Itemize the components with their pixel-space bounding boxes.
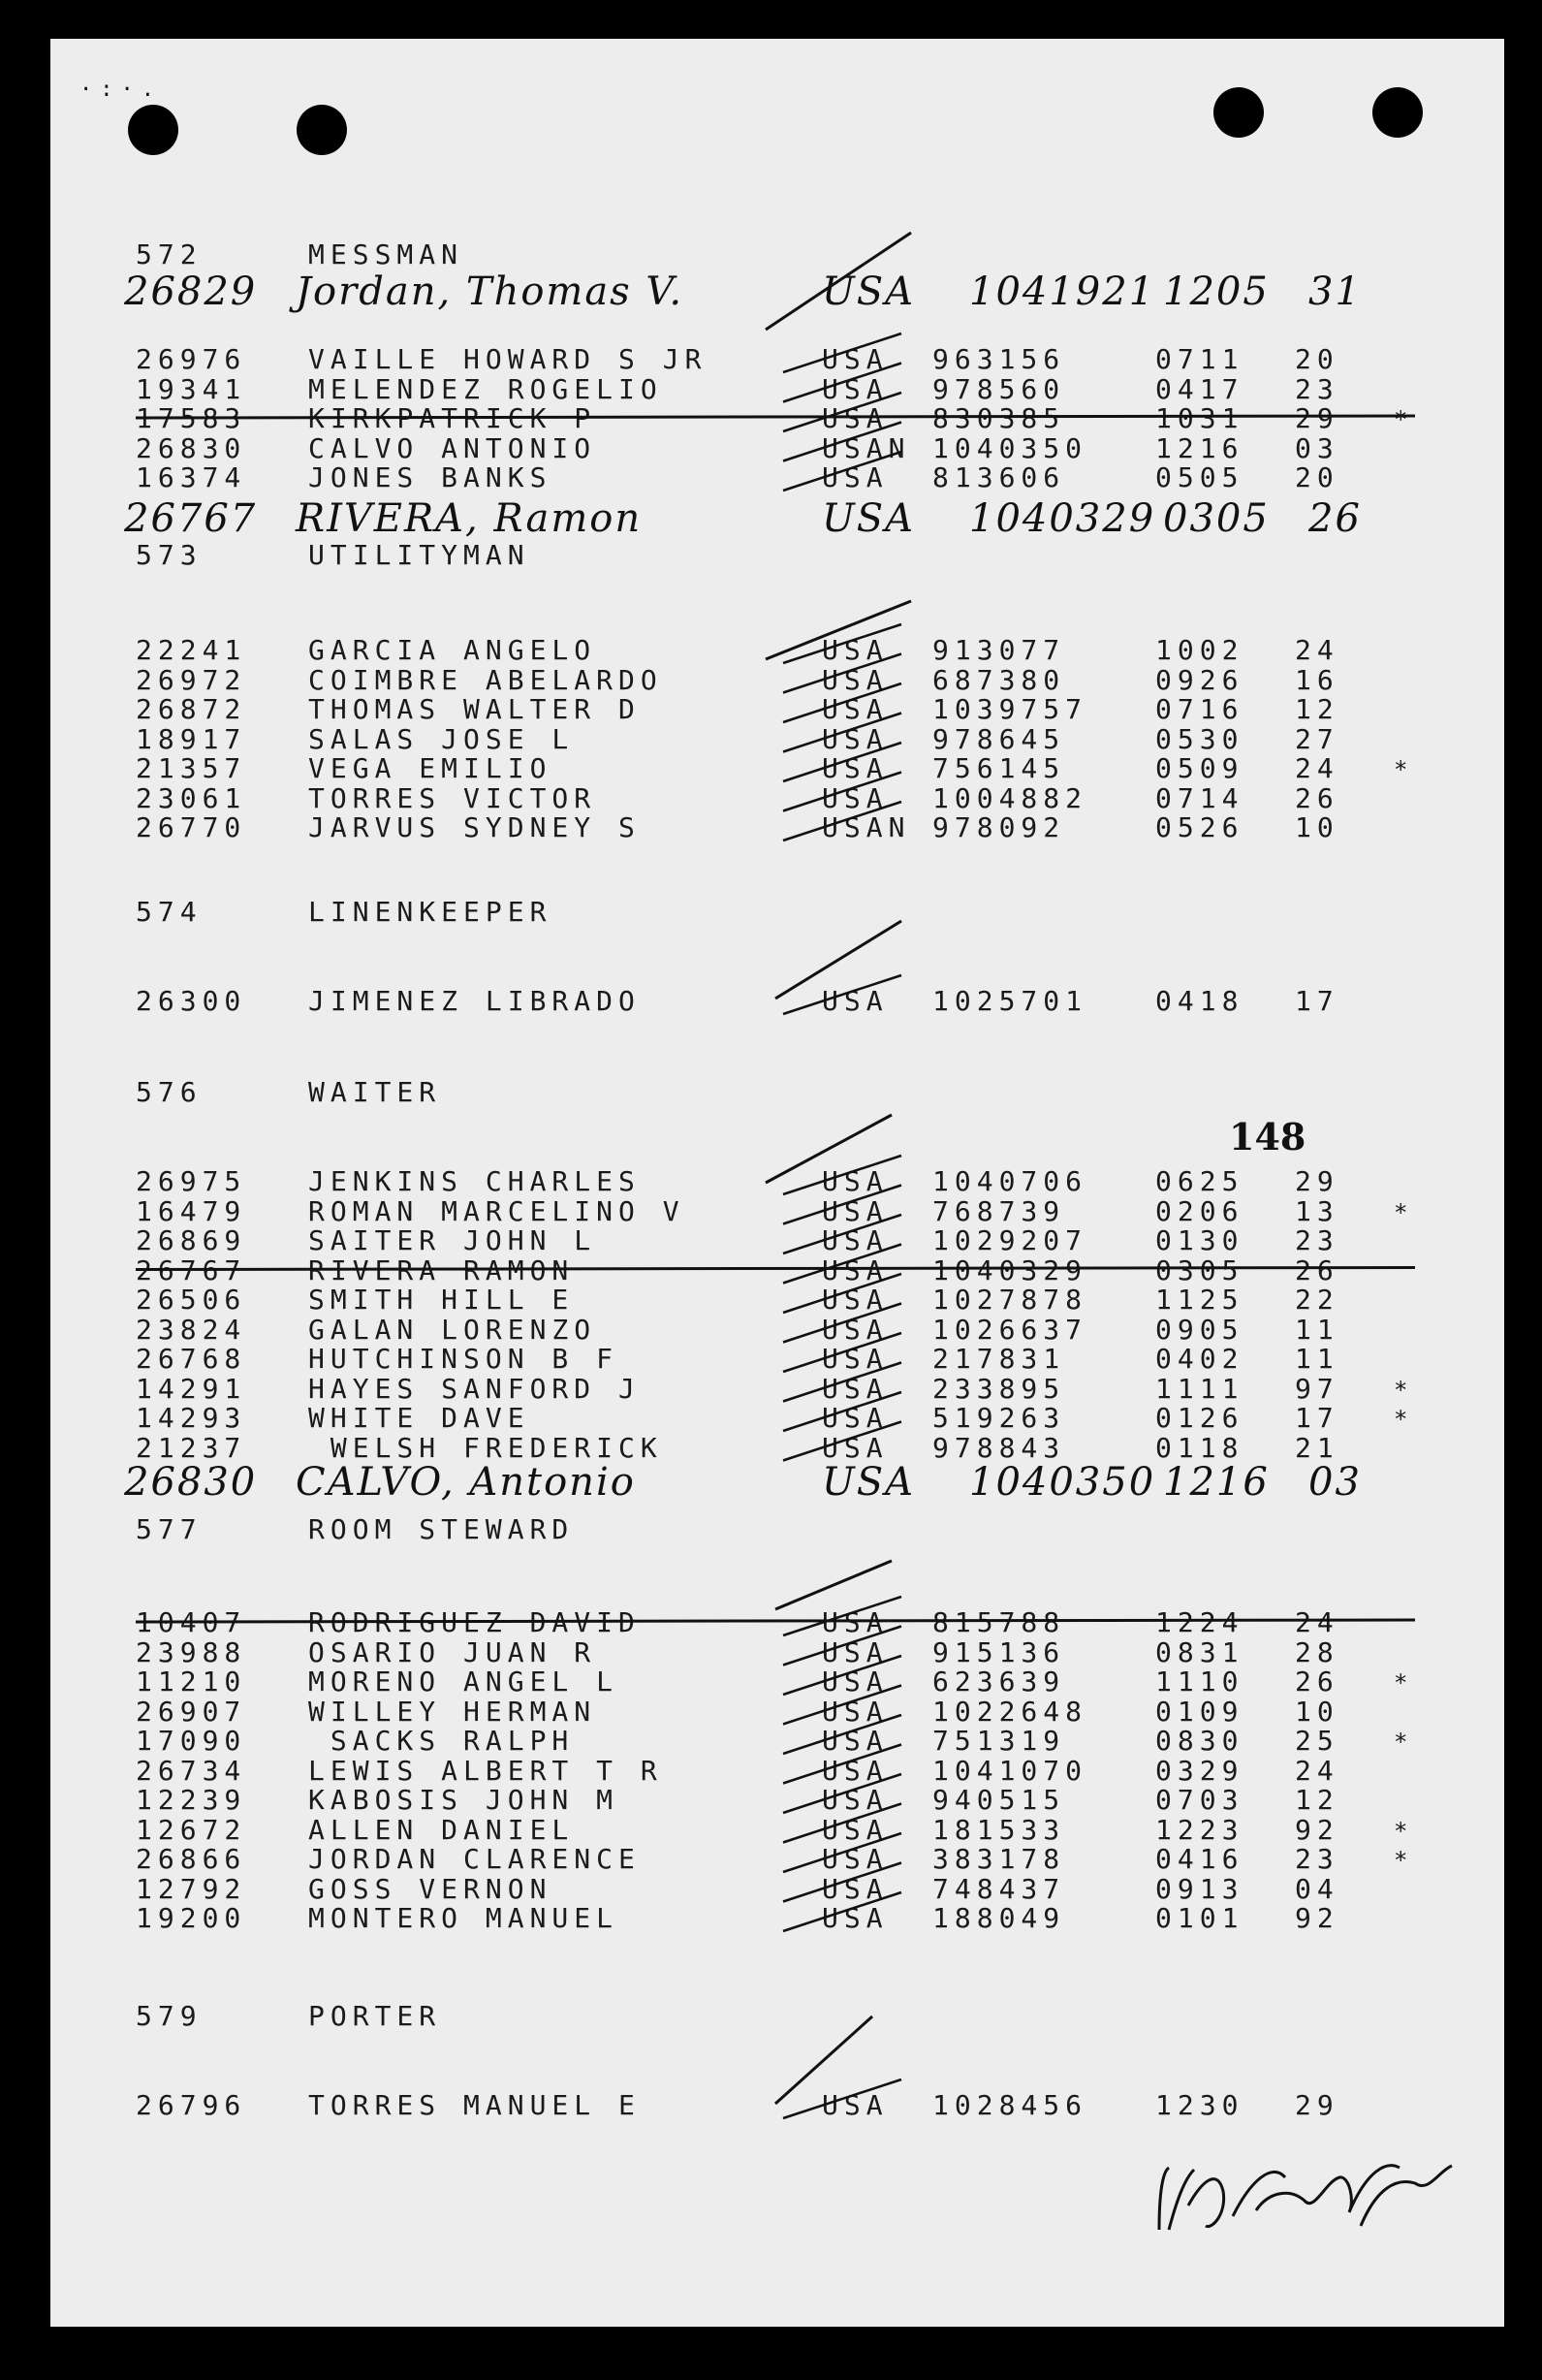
age-value: 27 [1295,722,1339,755]
crew-name: WILLEY HERMAN [308,1695,597,1728]
crew-id: 12239 [136,1784,247,1816]
age-value: 24 [1295,1606,1339,1638]
age-value: 17 [1295,1402,1339,1434]
nationality: USA [822,1402,889,1434]
document-number: 1022648 [932,1695,1088,1728]
crew-name: VAILLE HOWARD S JR [308,343,708,375]
date-code: 0416 [1155,1843,1244,1875]
age-value: 29 [1295,2089,1339,2121]
check-slash [783,1656,901,1698]
date-code: 1216 [1155,431,1244,464]
date-code: 0118 [1155,1431,1244,1464]
document-number: 1040350 [932,431,1088,464]
check-slash [783,333,901,375]
document-number: 1040706 [932,1165,1088,1197]
nationality: USA [822,1725,889,1757]
check-slash [783,1304,901,1346]
crew-id: 18917 [136,722,247,755]
age-value: 22 [1295,1284,1339,1316]
crew-id: 19341 [136,372,247,405]
check-slash [783,714,901,755]
age-value: 20 [1295,343,1339,375]
nationality: USA [822,1343,889,1375]
crew-id: 26866 [136,1843,247,1875]
check-slash [775,921,901,999]
nationality: USAN [822,431,911,464]
asterisk-mark: * [1394,1817,1408,1845]
section-code: 573 [136,539,203,571]
section-code: 576 [136,1076,203,1108]
check-slash [783,654,901,696]
section-code: 574 [136,896,203,928]
check-slash [783,1745,901,1787]
crew-id: 11210 [136,1666,247,1698]
nationality: USA [822,1194,889,1227]
crew-id: 12792 [136,1872,247,1905]
check-slash [783,1186,901,1227]
nationality: USA [822,1253,889,1286]
nationality: USAN [822,811,911,843]
age-value: 24 [1295,634,1339,666]
document-number: 687380 [932,663,1066,696]
asterisk-mark: * [1394,1729,1408,1756]
crew-id: 26830 [136,431,247,464]
check-slash [783,1363,901,1405]
check-slash [783,1333,901,1375]
document-number: 1028456 [932,2089,1088,2121]
crew-id: 26506 [136,1284,247,1316]
crew-id: 26734 [136,1754,247,1787]
date-code: 0714 [1155,781,1244,814]
document-number: 383178 [932,1843,1066,1875]
crew-id: 22241 [136,634,247,666]
nationality: USA [822,1813,889,1846]
document-number: 813606 [932,461,1066,493]
crew-name: MONTERO MANUEL [308,1902,619,1934]
nationality: USA [822,1902,889,1934]
document-number: 751319 [932,1725,1066,1757]
document-number: 519263 [932,1402,1066,1434]
nationality: USA [822,1635,889,1668]
age-value: 92 [1295,1813,1339,1846]
age-value: 04 [1295,1872,1339,1905]
age-value: 24 [1295,1754,1339,1787]
check-slash [783,743,901,784]
handwritten-age: 26 [1308,496,1362,541]
date-code: 1224 [1155,1606,1244,1638]
handwritten-name: Jordan, Thomas V. [296,270,684,314]
nationality: USA [822,663,889,696]
crew-name: HAYES SANFORD J [308,1372,641,1405]
age-value: 10 [1295,1695,1339,1728]
handwritten-age: 31 [1308,270,1362,314]
age-value: 28 [1295,1635,1339,1668]
crew-name: WHITE DAVE [308,1402,530,1434]
strike-through-line [136,1620,1415,1622]
crew-id: 17090 [136,1725,247,1757]
date-code: 0206 [1155,1194,1244,1227]
asterisk-mark: * [1394,1669,1408,1697]
nationality: USA [822,1843,889,1875]
date-code: 0329 [1155,1754,1244,1787]
crew-name: JARVUS SYDNEY S [308,811,641,843]
document-number: 830385 [932,402,1066,434]
section-title: MESSMAN [308,238,464,270]
crew-id: 26767 [136,1253,247,1286]
date-code: 0418 [1155,985,1244,1017]
crew-name: OSARIO JUAN R [308,1635,597,1668]
section-title: PORTER [308,2000,442,2032]
date-code: 1223 [1155,1813,1244,1846]
section-title: ROOM STEWARD [308,1513,575,1545]
crew-id: 14293 [136,1402,247,1434]
crew-id: 21237 [136,1431,247,1464]
check-slash [783,1597,901,1638]
crew-id: 23061 [136,781,247,814]
date-code: 0830 [1155,1725,1244,1757]
date-code: 0402 [1155,1343,1244,1375]
crew-id: 10407 [136,1606,247,1638]
document-number: 1025701 [932,985,1088,1017]
handwritten-nationality: USA [822,496,915,541]
nationality: USA [822,1695,889,1728]
check-slash [783,1686,901,1728]
crew-name: ROMAN MARCELINO V [308,1194,685,1227]
asterisk-mark: * [1394,1847,1408,1874]
check-slash [783,975,901,1017]
check-slash [783,773,901,814]
document-number: 623639 [932,1666,1066,1698]
crew-name: LEWIS ALBERT T R [308,1754,663,1787]
handwritten-id: 26767 [124,496,258,541]
crew-id: 26907 [136,1695,247,1728]
check-slash [783,423,901,461]
check-slash [783,683,901,725]
document-number: 978092 [932,811,1066,843]
date-code: 0126 [1155,1402,1244,1434]
document-number: 181533 [932,1813,1066,1846]
check-slash [783,1804,901,1846]
asterisk-mark: * [1394,1406,1408,1433]
date-code: 0831 [1155,1635,1244,1668]
age-value: 20 [1295,461,1339,493]
handwritten-date: 0305 [1163,496,1270,541]
handwritten-date: 1216 [1163,1460,1270,1505]
document-number: 1026637 [932,1313,1088,1346]
age-value: 25 [1295,1725,1339,1757]
crew-name: VEGA EMILIO [308,752,552,784]
document-number: 748437 [932,1872,1066,1905]
crew-name: ALLEN DANIEL [308,1813,575,1846]
check-slash [783,1715,901,1757]
crew-id: 26768 [136,1343,247,1375]
age-value: 17 [1295,985,1339,1017]
date-code: 0625 [1155,1165,1244,1197]
nationality: USA [822,461,889,493]
nationality: USA [822,1165,889,1197]
crew-name: GOSS VERNON [308,1872,552,1905]
check-slash [766,233,911,330]
asterisk-mark: * [1394,756,1408,783]
date-code: 0926 [1155,663,1244,696]
date-code: 0130 [1155,1224,1244,1256]
nationality: USA [822,634,889,666]
handwritten-nationality: USA [822,1460,915,1505]
nationality: USA [822,985,889,1017]
document-number: 1004882 [932,781,1088,814]
crew-id: 16374 [136,461,247,493]
age-value: 12 [1295,693,1339,725]
crew-name: RIVERA RAMON [308,1253,575,1286]
age-value: 12 [1295,1784,1339,1816]
document-number: 913077 [932,634,1066,666]
nationality: USA [822,343,889,375]
document-number: 768739 [932,1194,1066,1227]
handwritten-number: 1040350 [969,1460,1156,1505]
document-number: 978645 [932,722,1066,755]
crew-id: 17583 [136,402,247,434]
date-code: 1002 [1155,634,1244,666]
crew-name: RODRIGUEZ DAVID [308,1606,641,1638]
age-value: 26 [1295,1253,1339,1286]
date-code: 0526 [1155,811,1244,843]
check-slash [783,1892,901,1934]
document-number: 815788 [932,1606,1066,1638]
age-value: 21 [1295,1431,1339,1464]
nationality: USA [822,1754,889,1787]
crew-name: SMITH HILL E [308,1284,575,1316]
document-number: 915136 [932,1635,1066,1668]
check-slash [766,1115,892,1183]
check-slash [775,1561,892,1609]
handwritten-date: 1205 [1163,270,1270,314]
age-value: 23 [1295,1843,1339,1875]
crew-name: GALAN LORENZO [308,1313,597,1346]
section-title: LINENKEEPER [308,896,552,928]
nationality: USA [822,2089,889,2121]
date-code: 0703 [1155,1784,1244,1816]
age-value: 03 [1295,431,1339,464]
age-value: 23 [1295,372,1339,405]
crew-id: 26869 [136,1224,247,1256]
crew-name: KIRKPATRICK P [308,402,597,434]
crew-id: 26976 [136,343,247,375]
section-code: 577 [136,1513,203,1545]
section-code: 572 [136,238,203,270]
date-code: 0509 [1155,752,1244,784]
age-value: 11 [1295,1313,1339,1346]
check-slash [783,1156,901,1197]
nationality: USA [822,1784,889,1816]
nationality: USA [822,372,889,405]
date-code: 1031 [1155,402,1244,434]
section-code: 579 [136,2000,203,2032]
age-value: 13 [1295,1194,1339,1227]
crew-name: MORENO ANGEL L [308,1666,619,1698]
crew-name: KABOSIS JOHN M [308,1784,619,1816]
document-number: 1027878 [932,1284,1088,1316]
check-slash [783,1245,901,1284]
date-code: 1230 [1155,2089,1244,2121]
document-number: 188049 [932,1902,1066,1934]
document-number: 940515 [932,1784,1066,1816]
date-code: 0530 [1155,722,1244,755]
crew-id: 23824 [136,1313,247,1346]
age-value: 10 [1295,811,1339,843]
age-value: 23 [1295,1224,1339,1256]
nationality: USA [822,1606,889,1638]
date-code: 1125 [1155,1284,1244,1316]
strike-through-line [136,416,1415,418]
crew-name: COIMBRE ABELARDO [308,663,663,696]
nationality: USA [822,402,889,434]
nationality: USA [822,693,889,725]
crew-name: MELENDEZ ROGELIO [308,372,663,405]
nationality: USA [822,1284,889,1316]
crew-name: WELSH FREDERICK [308,1431,663,1464]
age-value: 97 [1295,1372,1339,1405]
crew-id: 19200 [136,1902,247,1934]
document-number: 233895 [932,1372,1066,1405]
section-title: WAITER [308,1076,442,1108]
nationality: USA [822,752,889,784]
crew-name: GARCIA ANGELO [308,634,597,666]
crew-id: 26770 [136,811,247,843]
handwritten-number: 1040329 [969,496,1156,541]
age-value: 29 [1295,1165,1339,1197]
check-slash [783,393,901,434]
date-code: 0716 [1155,693,1244,725]
document-number: 963156 [932,343,1066,375]
age-value: 26 [1295,781,1339,814]
age-value: 92 [1295,1902,1339,1934]
crew-name: JIMENEZ LIBRADO [308,985,641,1017]
crew-id: 14291 [136,1372,247,1405]
date-code: 0417 [1155,372,1244,405]
crew-name: CALVO ANTONIO [308,431,597,464]
handwritten-signature [1159,2166,1452,2230]
crew-id: 26972 [136,663,247,696]
check-slash [783,1422,901,1464]
crew-id: 23988 [136,1635,247,1668]
check-slash [783,1274,901,1316]
document-number: 756145 [932,752,1066,784]
crew-id: 26975 [136,1165,247,1197]
asterisk-mark: * [1394,406,1408,433]
age-value: 11 [1295,1343,1339,1375]
crew-name: JONES BANKS [308,461,552,493]
crew-id: 26300 [136,985,247,1017]
section-title: UTILITYMAN [308,539,530,571]
date-code: 1111 [1155,1372,1244,1405]
check-slash [783,1215,901,1256]
age-value: 29 [1295,402,1339,434]
crew-id: 16479 [136,1194,247,1227]
check-slash [783,1863,901,1905]
crew-id: 12672 [136,1813,247,1846]
handwritten-name: RIVERA, Ramon [296,496,643,541]
document-number: 1029207 [932,1224,1088,1256]
crew-name: HUTCHINSON B F [308,1343,619,1375]
date-code: 0913 [1155,1872,1244,1905]
strike-through-line [136,1268,1415,1270]
check-slash [783,1627,901,1666]
crew-name: TORRES MANUEL E [308,2089,641,2121]
handwritten-name: CALVO, Antonio [296,1460,636,1505]
nationality: USA [822,1224,889,1256]
crew-id: 26872 [136,693,247,725]
check-slash [783,802,901,841]
age-value: 24 [1295,752,1339,784]
date-code: 0305 [1155,1253,1244,1286]
crew-name: SACKS RALPH [308,1725,575,1757]
check-slash [783,2079,901,2121]
age-value: 16 [1295,663,1339,696]
document-number: 217831 [932,1343,1066,1375]
check-slash [783,452,901,491]
handwritten-number: 1041921 [969,270,1156,314]
crew-id: 26796 [136,2089,247,2121]
asterisk-mark: * [1394,1376,1408,1404]
document-number: 1039757 [932,693,1088,725]
crew-name: JENKINS CHARLES [308,1165,641,1197]
handwritten-id: 26829 [124,270,258,314]
handwritten-age: 03 [1308,1460,1362,1505]
crew-name: THOMAS WALTER D [308,693,641,725]
date-code: 1110 [1155,1666,1244,1698]
check-slash [775,2016,872,2104]
handwritten-id: 26830 [124,1460,258,1505]
crew-id: 21357 [136,752,247,784]
paper-specks: ·:·. [79,78,162,102]
nationality: USA [822,1431,889,1464]
nationality: USA [822,781,889,814]
date-code: 0505 [1155,461,1244,493]
date-code: 0109 [1155,1695,1244,1728]
crew-name: TORRES VICTOR [308,781,597,814]
document-number: 1041070 [932,1754,1088,1787]
check-slash [783,364,901,405]
crew-name: SAITER JOHN L [308,1224,597,1256]
crew-name: SALAS JOSE L [308,722,575,755]
age-value: 26 [1295,1666,1339,1698]
nationality: USA [822,1372,889,1405]
check-slash [783,1833,901,1875]
nationality: USA [822,1666,889,1698]
nationality: USA [822,1313,889,1346]
document-number: 1040329 [932,1253,1088,1286]
check-slash [783,1774,901,1816]
date-code: 0905 [1155,1313,1244,1346]
nationality: USA [822,1872,889,1905]
asterisk-mark: * [1394,1198,1408,1226]
page-number: 148 [1229,1115,1306,1158]
document-number: 978560 [932,372,1066,405]
date-code: 0101 [1155,1902,1244,1934]
document-number: 978843 [932,1431,1066,1464]
check-slash [783,1392,901,1434]
handwritten-nationality: USA [822,270,915,314]
date-code: 0711 [1155,343,1244,375]
check-slash [766,601,911,659]
crew-name: JORDAN CLARENCE [308,1843,641,1875]
nationality: USA [822,722,889,755]
